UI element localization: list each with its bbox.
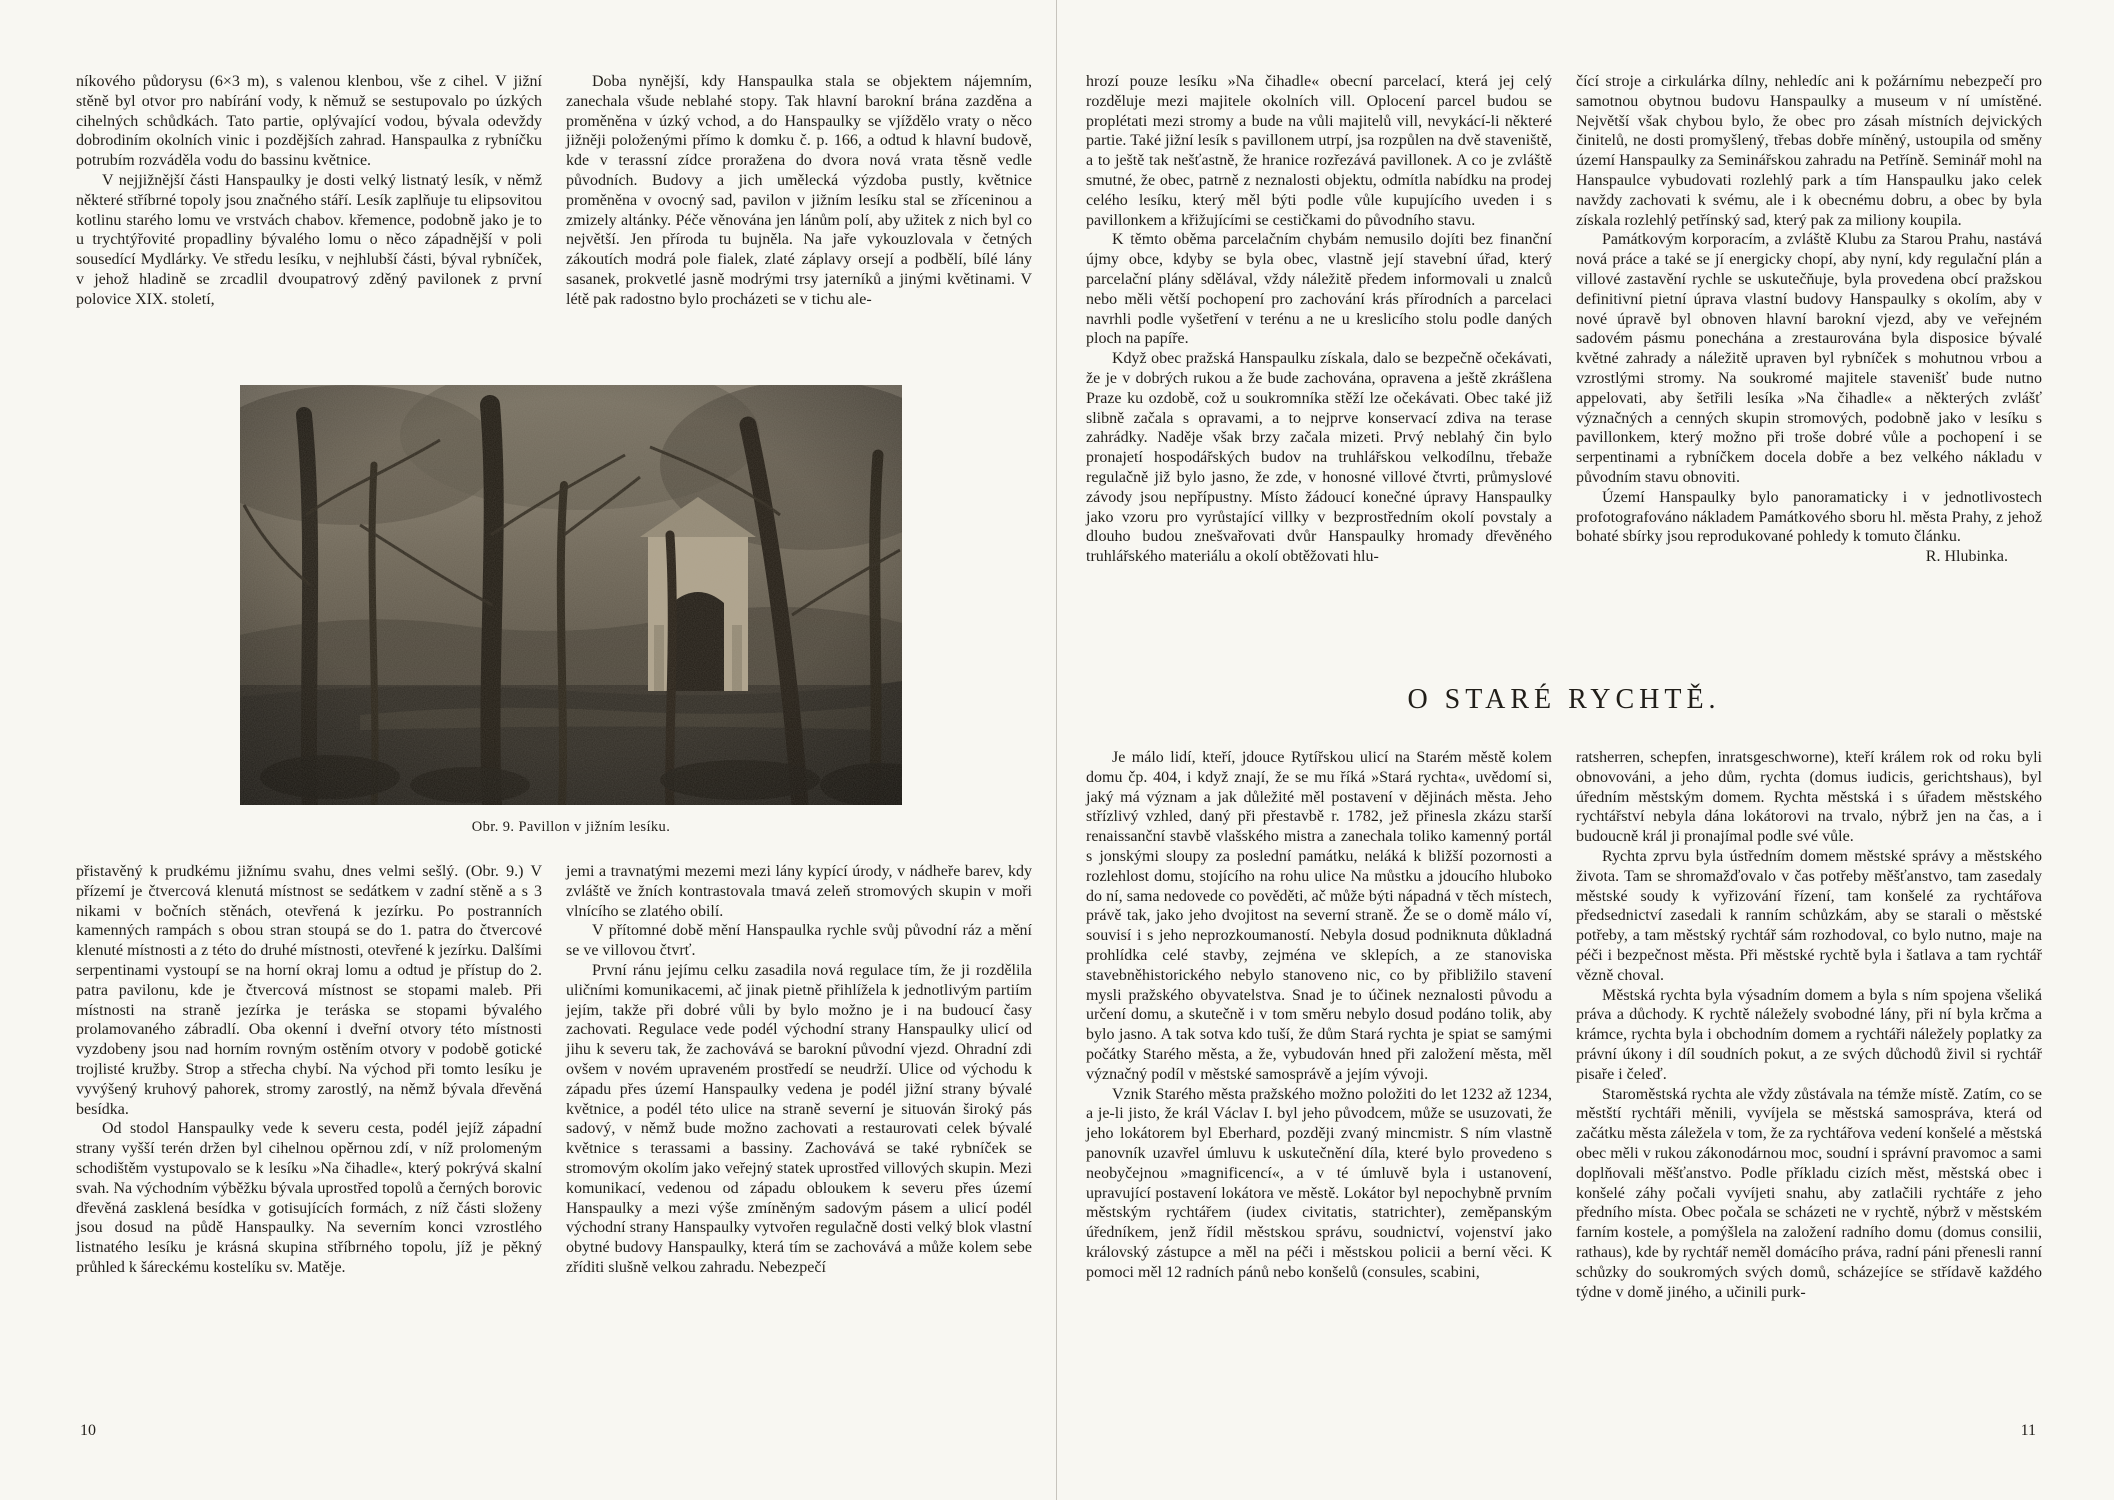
paragraph: Vznik Starého města pražského možno položiti do let 1232 až 1234, a je-li jisto, že král Václav I. byl jeho původcem, může se usuzovati, že jeho lokátorem byl Eberhard, později zvaný mincmistr. S ním vlastně panovník uzavřel úmluvu k uskutečnění díla, které bylo provedeno s neobyčejnou »magnificencí«, a v té úmluvě byla i ustanovení, upravující postavení lokátora ve městě. Lokátor byl nepochybně prvním městským rychtářem (iudex civitatis, statrichter), zeměpanským úředníkem, jenž řídil městskou správu, soudnictví, vojenství jako královský zástupce a měl na péči i městskou policii a berní věci. K pomoci měl 12 radních pánů nebo konšelů (consules, scabini, xyxy=(1086,1085,1552,1281)
forest-photo-illustration xyxy=(240,385,902,805)
paragraph: Když obec pražská Hanspaulku získala, dalo se bezpečně očekávati, že je v dobrých rukou a že bude zachována, opravena a ještě zkrášlena Praze ku ozdobě, což u soukromníka stěží lze očekávati. Obec také již slibně začala s opravami, a to nejprve konservací zdiva na terase zahrádky. Naděje však brzy začala mizeti. Prvý neblahý čin bylo pronajetí hospodářských budov na truhlářskou velkodílnu, třebaže regulačně již bylo jasno, že zde, v honosné villové čtvrti, průmyslové závody jsou nepřípustny. Místo žádoucí konečné úpravy Hanspaulky jako vzoru pro vyrůstající villky v bezprostředním okolí povstaly a dlouho budou znešvařovati dvůr Hanspaulky hromady dřevěného truhlářského materiálu a okolí obtěžovati hlu- xyxy=(1086,350,1552,566)
paragraph: Městská rychta byla výsadním domem a byla s ním spojena všeliká práva a důchody. K rychtě náležely svobodné lány, při ní byla krčma a krámce, rychta byla i obchodním domem a rychtáři náležely poplatky za právní úkony i díl soudních pokut, a ze svých důchodů živil si rychtář pisaře i čeleď. xyxy=(1576,986,2042,1083)
paragraph: Je málo lidí, kteří, jdouce Rytířskou ulicí na Starém městě kolem domu čp. 404, i když znají, že se mu říká »Stará rychta«, uvědomí si, jaký má význam a jak důležité měl postavení v dějinách města. Jeho střízlivý vzhled, daný při přestavbě r. 1782, jež přinesla zkázu starší renaissanční stavbě vlašského mistra a zanechala toliko kamenný portál s jonskými sloupy za poslední památku, neláká k bližší pozornosti a rozlehlost domu, stojícího na rohu ulice Na můstku a jdoucího hluboko do ní, sama nedovede co pověděti, ač může býti nápadná v těch místech, právě tak, jako jeho dvojitost na severní straně. Že se o domě málo ví, souvisí i s jeho neprozkoumaností. Nebyla dosud podniknuta důkladná prohlídka celé stavby, zejména ve sklepích, a ze stanoviska stavebněhistorického nebylo stanoveno nic, co by přibližilo stavení mysli pražského obyvatelstva. Snad je to účinek neznalosti původu a určení domu, a skutečně i v tom směru nebylo dosud podáno tolik, aby bylo jasno. A tak sotva kdo tuší, že dům Stará rychta je spiat se samými počátky Starého města, a že, vybudován hned při založení města, měl význačný podíl v městské samosprávě a jejím vývoji. xyxy=(1086,749,1552,1083)
left-column2-top xyxy=(566,72,1032,310)
paragraph: V nejjižnější části Hanspaulky je dosti velký listnatý lesík, v němž některé stříbrné topoly jsou značného stáří. Lesík zaplňuje tu elipsovitou kotlinu starého lomu ve vrstvách chabov. křemence, podobně jako je to u trychtýřovité propadliny bývalého lomu o něco západnější v poli sousedící Mydlárky. Ve středu lesíku, v nejhlubší části, býval rybníček, v jehož hladině se zrcadlil dvoupatrový zděný pavilonek z první polovice XIX. století, xyxy=(76,171,542,308)
paragraph: níkového půdorysu (6×3 m), s valenou klenbou, vše z cihel. V jižní stěně byl otvor pro nabírání vody, k němuž se sestupovalo po úzkých cihelných schůdkách. Tato partie, oplývající vodou, bývala odevždy dobrodiním okolních vinic i pozdějších zahrad. Hanspaulka z rybníčku potrubím rozváděla vodu do bassinu květnice. xyxy=(76,73,542,170)
paragraph: hrozí pouze lesíku »Na čihadle« obecní parcelací, která jej celý rozděluje mezi majitele okolních vill. Oplocení parcel budou se proplétati mezi stromy a bude na vůli majitelů vill, nevykácí-li některé partie. Také jižní lesík s pavillonem utrpí, jsa rozpůlen na dvě staveniště, a to ještě tak nešťastně, že hranice rozřezává pavillonek. A co je zvláště smutné, že obec, patrně z neznalosti objektu, odmítla nabídku na prodej celého lesíku, který měl býti podle vůle kupujícího uveden i s pavillonkem a křižujícími se cestičkami do původního stavu. xyxy=(1086,73,1552,229)
paragraph: Území Hanspaulky bylo panoramaticky i v jednotlivostech profotografováno nákladem Památkového sboru hl. města Prahy, z jehož bohaté sbírky jsou reprodukované pohledy k tomuto článku. xyxy=(1576,488,2042,546)
paragraph: jemi a travnatými mezemi mezi lány kypící úrody, v nádheře barev, kdy zvláště ve žních kontrastovala tmavá zeleň stromových skupin v moři vlnícího se zlatého obilí. xyxy=(566,863,1032,920)
paragraph: ratsherren, schepfen, inratsgeschworne), kteří králem rok od roku byli obnovováni, a jeho dům, rychta (domus iudicis, gerichtshaus), byl úředním městským domem. Rychta městská i s úřadem městského rychtářství nebyla dána lokátorovi na trvalo, nýbrž jen na čas, a i budoucně král ji pronajímal podle své vůle. xyxy=(1576,749,2042,846)
article-heading: O STARÉ RYCHTĚ. xyxy=(1407,684,1721,715)
pavilion-forest-photo xyxy=(240,385,902,805)
figure-pavilion xyxy=(240,385,902,836)
paragraph: První ránu jejímu celku zasadila nová regulace tím, že ji rozdělila uličními komunikacemi, ač jinak pietně přihlížela k jednotlivým partiím jejím, takže při dobré vůli by bylo možno je i na budoucí časy zachovati. Regulace vede podél východní strany Hanspaulky ulicí od jihu k severu tak, že zachovává se barokní původní vjezd. Ohradní zdi ovšem v novém upraveném prostředí se neudrží. Ulice od východu k západu přes území Hanspaulky vedena je podél jižní strany bývalé květnice, a podél této ulice na straně severní je situován široký pás sadový, v němž bude možno zachovati a restaurovati celek bývalé květnice s terassami a bassiny. Zachovává se také rybníček se stromovým okolím jako veřejný statek uprostřed villových skupin. Mezi komunikací, vedenou od západu obloukem k severu přes území Hanspaulky a mezi výše zmíněným sadovým pásem a ulicí podél východní strany Hanspaulky vytvořen regulačně dosti velký blok vlastní obytné budovy Hanspaulky, která tím se zachovává a může kolem sebe zříditi slušně velkou zahradu. Nebezpečí xyxy=(566,961,1032,1276)
right-column2-bottom xyxy=(1576,748,2042,1302)
right-column2-top xyxy=(1576,72,2042,567)
page-number-right: 11 xyxy=(2020,1422,2036,1439)
paragraph: Staroměstská rychta ale vždy zůstávala na témže místě. Zatím, co se městští rychtáři měnili, vyvíjela se městská samospráva, která od začátku města záležela v tom, že za rychtářova vedení konšelé a městská obec měli v rukou zákonodárnou moc, soudní i správní pravomoc a sami doplňovali měšťanstvo. Podle příkladu cizích měst, městská obec i konšelé záhy počali vyvíjeti snahu, aby zatlačili rychtáře z jeho předního místa. Obec počala se scházeti ne v rychtě, nýbrž v městském farním kostele, a pomýšlela na založení radního domu (domus consilii, rathaus), kde by rychtář neměl domácího práva, radní páni přenesli ranní schůzky do soukromých svých domů, scházejíce se střídavě každého týdne v domě jiného, a učinili purk- xyxy=(1576,1085,2042,1301)
paragraph: čící stroje a cirkulárka dílny, nehledíc ani k požárnímu nebezpečí pro samotnou obytnou budovu Hanspaulky a museum v ní umístěné. Největší však chybou bylo, že obec pro zásah místních dejvických činitelů, ne dosti promyšlený, třebas dobře míněný, ustoupila od směny území Hanspaulky za Seminářskou zahradu na Petříně. Seminář mohl na Hanspaulce vybudovati rozlehlý park a tím Hanspaulku jako celek navždy zachovati k svému, ale i k obecnému dobru, a obec by byla získala rozlehlý petřínský sad, který pak za miliony koupila. xyxy=(1576,73,2042,229)
paragraph: V přítomné době mění Hanspaulka rychle svůj původní ráz a mění se ve villovou čtvrť. xyxy=(566,922,1032,960)
page-gutter-divider xyxy=(1056,0,1057,1500)
paragraph: Rychta zprvu byla ústředním domem městské správy a městského života. Tam se shromažďovalo v čas potřeby měšťanstvo, tam zasedaly městské soudy k vyřizování řízení, tam konšelé za rychtářova předsednictví zasedali k ranním schůzkám, aby se starali o městské potřeby, a tam městský rychtář sám rozhodoval, co bylo nutno, maje na péči i bezpečnost města. Při městské rychtě byla i šatlava a tam rychtář vězně choval. xyxy=(1576,847,2042,984)
page-number-left: 10 xyxy=(80,1422,96,1439)
right-column1-bottom xyxy=(1086,748,1552,1283)
left-column2-bottom xyxy=(566,862,1032,1278)
paragraph: Od stodol Hanspaulky vede k severu cesta, podél jejíž západní strany vyšší terén držen byl cihelnou opěrnou zdí, v níž prolomeným schodištěm vystupovalo se k lesíku »Na čihadle«, který pokrývá skalní svah. Na východním výběžku bývala uprostřed topolů a černých borovic dřevěná zasklená besídka v gotisujících formách, z níž části složeny jsou dosud na půdě Hanspaulky. Na severním konci vzrostlého listnatého lesíku je krásná skupina stříbrného topolu, jíž je pěkný průhled k šáreckému kostelíku sv. Matěje. xyxy=(76,1120,542,1276)
paragraph: K těmto oběma parcelačním chybám nemusilo dojíti bez finanční újmy obce, kdyby se byla obec, vlastně její stavební úřad, který parcelační plány sdělával, vždy náležitě předem informovali u znalců nebo měli větší pochopení pro zachování krás přírodních a parcelaci navrhli podle vyšetření v terénu a ne u kreslicího stolu podle daných ploch na papíře. xyxy=(1086,231,1552,348)
right-column1-top xyxy=(1086,72,1552,567)
left-column1-bottom xyxy=(76,862,542,1278)
paragraph: R. Hlubinka. xyxy=(1925,548,2008,566)
paragraph: Doba nynější, kdy Hanspaulka stala se objektem nájemním, zanechala všude neblahé stopy. Tak hlavní barokní brána zazděna a proměněna v úzký vchod, a do Hanspaulky se vjíždělo vraty o něco jižněji položenými přímo k domku č. p. 166, a odtud k hlavní budově, kde v terassní zídce proražena do dvora nová vrata těsně vedle původních. Budovy a jich umělecká výzdoba pustly, květnice proměněna v ovocný sad, pavilon v jižním lesíku stal se zříceninou a zmizely altánky. Péče věnována jen lánům polí, aby užitek z nich byl co největší. Jen příroda tu bujněla. Na jaře vykouzlovala v četných zákoutích modrá pole fialek, zlaté záplavy orsejí a podbělí, bílé lány sasanek, prokvetlé jasně modrými trsy jaterníků a jinými květinami. V létě pak radostno bylo procházeti se v tichu ale- xyxy=(566,73,1032,308)
left-column1-top xyxy=(76,72,542,310)
figure-caption: Obr. 9. Pavillon v jižním lesíku. xyxy=(471,819,671,835)
paragraph: Památkovým korporacím, a zvláště Klubu za Starou Prahu, nastává nová práce a také se jí energicky chopí, aby nyní, kdy regulační plán a villové zastavění rychle se uskutečňuje, byla provedena obcí pražskou definitivní pietní úprava vlastní budovy Hanspaulky s okolím, aby v nové úpravě byl obnoven hlavní barokní vjezd, aby ve veřejném sadovém pásmu ponechána a zrestaurována byla disposice bývalé květné zahrady a náležitě upraven byl rybníček s mohutnou vrbou a vzrostlými stromy. Na soukromé majitele stavenišť bude nutno appelovati, aby šetřili lesíka »Na čihadle« a některých zvlášť význačných a cenných skupin stromových, podobně jako v lesíku s pavillonkem, který možno při troše dobré vůle a pochopení i se serpentinami a rybníčkem docela dobře a bez velkého nákladu v původním stavu obnoviti. xyxy=(1576,231,2042,486)
paragraph: přistavěný k prudkému jižnímu svahu, dnes velmi sešlý. (Obr. 9.) V přízemí je čtvercová klenutá místnost se sedátkem v zadní stěně a s 3 nikami v bočních stěnách, otevřená k jezírku. Po postranních kamenných rampách s obou stran stoupá se do 1. patra do čtvercové klenuté místnosti a z této do druhé místnosti, otevřené k jezírku. Dalšími serpentinami vystoupí se na horní okraj lomu a odtud je přístup do 2. patra pavilonu, kde je čtvercová místnost se stopami maleb. Při místnosti na straně jezírka je teráska se stopami bývalého prolamovaného zábradlí. Oba okenní i dveřní otvory této místnosti vyzdobeny jsou nad horním rovným ostěním otvory v podobě gotické trojlisté kružby. Strop a střecha chybí. Na východ při tomto lesíku je vyvýšený kruhový pahorek, stromy zarostlý, na němž bývala dřevěná besídka. xyxy=(76,863,542,1118)
